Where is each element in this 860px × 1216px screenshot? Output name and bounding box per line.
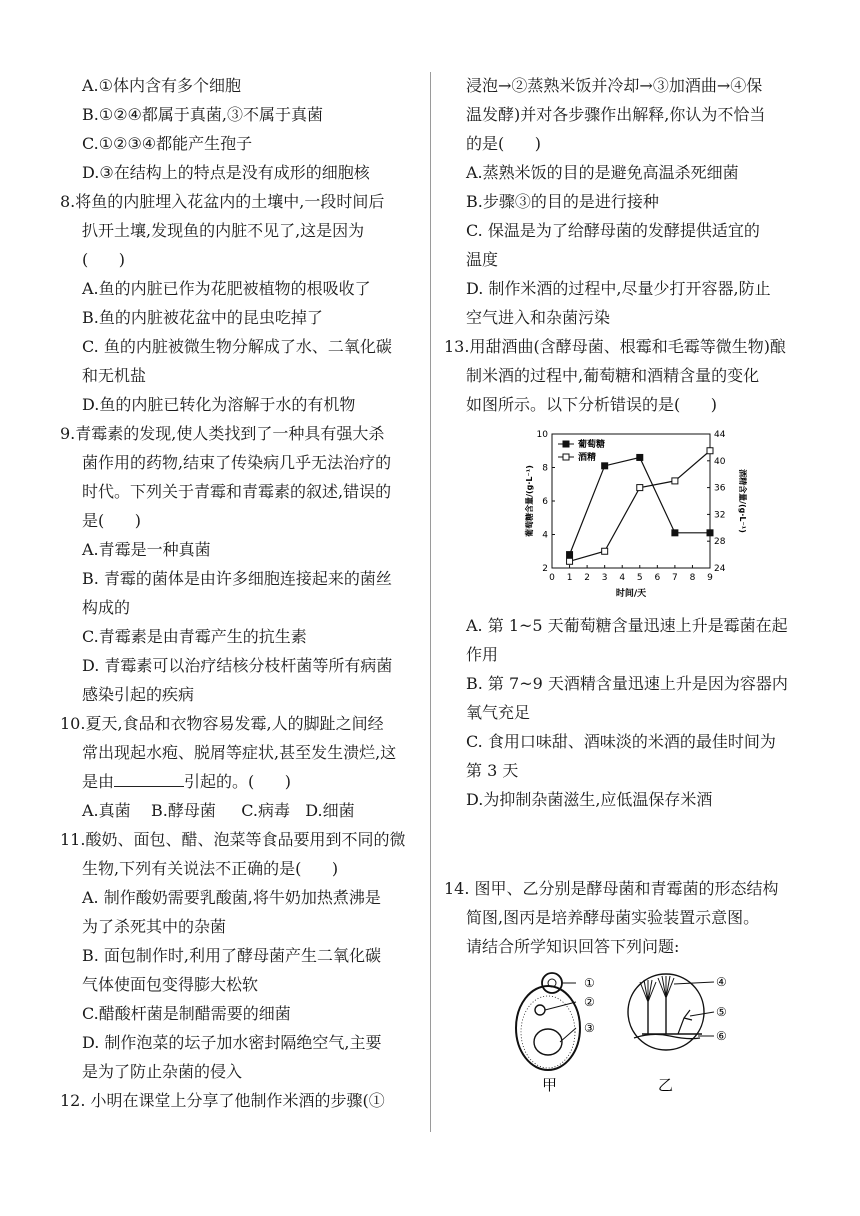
marker-3: ③ bbox=[584, 1021, 595, 1035]
y-left-tick-label: 4 bbox=[542, 530, 548, 541]
y-right-tick-label: 32 bbox=[714, 510, 726, 521]
legend-marker bbox=[563, 454, 569, 460]
text-line: A. 制作酸奶需要乳酸菌,将牛奶加热煮沸是 bbox=[82, 888, 381, 907]
text-line: 是( ) bbox=[82, 511, 142, 530]
text-line: 温发酵)并对各步骤作出解释,你认为不恰当 bbox=[466, 105, 766, 124]
text-line: A.真菌 B.酵母菌 C.病毒 D.细菌 bbox=[82, 801, 355, 820]
text-line: 第 3 天 bbox=[466, 761, 519, 780]
text-line: C. 保温是为了给酵母菌的发酵提供适宜的 bbox=[466, 221, 760, 240]
text-line: B. 面包制作时,利用了酵母菌产生二氧化碳 bbox=[82, 946, 382, 965]
text-line: A.青霉是一种真菌 bbox=[82, 540, 211, 559]
text-line: 构成的 bbox=[82, 598, 131, 617]
text-line: A.蒸熟米饭的目的是避免高温杀死细菌 bbox=[466, 163, 739, 182]
data-point bbox=[672, 530, 678, 536]
figure-caption-jia: 甲 bbox=[542, 1076, 558, 1094]
text-line: B. 青霉的菌体是由许多细胞连接起来的菌丝 bbox=[82, 569, 392, 588]
legend-label: 葡萄糖 bbox=[578, 440, 606, 450]
x-tick-label: 6 bbox=[654, 573, 661, 583]
text-line: B.步骤③的目的是进行接种 bbox=[466, 192, 659, 211]
x-tick-label: 1 bbox=[566, 573, 573, 583]
question-12-13-text bbox=[444, 72, 806, 420]
text-line: 空气进入和杂菌污染 bbox=[466, 308, 611, 327]
text-line: 扒开土壤,发现鱼的内脏不见了,这是因为 bbox=[82, 221, 365, 240]
data-point bbox=[707, 448, 713, 454]
text-line: 浸泡→②蒸熟米饭并冷却→③加酒曲→④保 bbox=[466, 76, 763, 95]
series-line-1 bbox=[570, 451, 710, 562]
right-column bbox=[444, 72, 806, 1122]
text-line: 简图,图丙是培养酵母菌实验装置示意图。 bbox=[466, 908, 760, 927]
y-left-tick-label: 8 bbox=[542, 463, 548, 474]
text-line: 为了杀死其中的杂菌 bbox=[82, 917, 227, 936]
data-point bbox=[672, 478, 678, 484]
text-line: D.③在结构上的特点是没有成形的细胞核 bbox=[82, 163, 370, 182]
data-point bbox=[567, 558, 573, 564]
column-divider bbox=[430, 72, 431, 1132]
plot-frame bbox=[552, 434, 710, 568]
x-tick-label: 9 bbox=[707, 573, 713, 583]
text-line: 常出现起水疱、脱屑等症状,甚至发生溃烂,这 bbox=[82, 743, 397, 762]
marker-5: ⑤ bbox=[716, 1005, 727, 1019]
text-line: D.为抑制杂菌滋生,应低温保存米酒 bbox=[466, 790, 713, 809]
legend-label: 酒精 bbox=[578, 453, 597, 463]
q13-line-chart bbox=[502, 426, 752, 604]
marker-1: ① bbox=[584, 976, 595, 990]
data-point bbox=[637, 485, 643, 491]
question-14-text bbox=[444, 875, 806, 962]
text-line: 9.青霉素的发现,使人类找到了一种具有强大杀 bbox=[60, 424, 385, 443]
q13-chart-svg bbox=[502, 426, 752, 604]
text-line: 生物,下列有关说法不正确的是( ) bbox=[82, 859, 339, 878]
x-tick-label: 3 bbox=[601, 573, 608, 583]
y-right-tick-label: 28 bbox=[714, 537, 726, 548]
text-line: A.鱼的内脏已作为花肥被植物的根吸收了 bbox=[82, 279, 371, 298]
y-right-axis-label: 酒精含量/(g·L⁻¹) bbox=[738, 469, 747, 533]
marker-6: ⑥ bbox=[716, 1029, 727, 1043]
y-right-tick-label: 36 bbox=[714, 483, 726, 494]
text-line: 氧气充足 bbox=[466, 703, 531, 722]
legend-marker bbox=[563, 441, 569, 447]
y-left-tick-label: 2 bbox=[542, 564, 548, 574]
text-line: 时代。下列关于青霉和青霉素的叙述,错误的 bbox=[82, 482, 392, 501]
x-tick-label: 8 bbox=[689, 573, 696, 583]
text-line: D.鱼的内脏已转化为溶解于水的有机物 bbox=[82, 395, 356, 414]
text-line: C.青霉素是由青霉产生的抗生素 bbox=[82, 627, 307, 646]
text-line: B.鱼的内脏被花盆中的昆虫吃掉了 bbox=[82, 308, 323, 327]
text-line: C. 鱼的内脏被微生物分解成了水、二氧化碳 bbox=[82, 337, 392, 356]
data-point bbox=[602, 548, 608, 554]
y-right-tick-label: 40 bbox=[714, 456, 726, 467]
text-line: 和无机盐 bbox=[82, 366, 147, 385]
penicillium-figure bbox=[628, 974, 714, 1050]
x-tick-label: 7 bbox=[672, 573, 678, 583]
x-tick-label: 4 bbox=[619, 573, 626, 583]
text-line: 温度 bbox=[466, 250, 499, 269]
q14-figures bbox=[502, 972, 762, 1122]
text-line: C.①②③④都能产生孢子 bbox=[82, 134, 253, 153]
text-line: 制米酒的过程中,葡萄糖和酒精含量的变化 bbox=[466, 366, 760, 385]
text-line: 12. 小明在课堂上分享了他制作米酒的步骤(① bbox=[60, 1091, 385, 1110]
text-line: 请结合所学知识回答下列问题: bbox=[466, 937, 680, 956]
text-line: 14. 图甲、乙分别是酵母菌和青霉菌的形态结构 bbox=[444, 879, 779, 898]
text-line: B. 第 7~9 天酒精含量迅速上升是因为容器内 bbox=[466, 674, 788, 693]
text-line: 的是( ) bbox=[466, 134, 542, 153]
text-line: 13.用甜酒曲(含酵母菌、根霉和毛霉等微生物)酿 bbox=[444, 337, 786, 356]
y-right-tick-label: 24 bbox=[714, 564, 726, 574]
series-line-0 bbox=[570, 457, 710, 554]
text-line bbox=[60, 768, 422, 797]
text-line: ( ) bbox=[82, 250, 125, 269]
yeast-cell-figure bbox=[516, 973, 580, 1070]
x-tick-label: 2 bbox=[584, 573, 590, 583]
x-tick-label: 0 bbox=[549, 573, 555, 583]
text-fragment: 引起的。( ) bbox=[184, 772, 292, 791]
text-line: D. 青霉素可以治疗结核分枝杆菌等所有病菌 bbox=[82, 656, 393, 675]
left-column bbox=[60, 72, 422, 1116]
y-right-tick-label: 44 bbox=[714, 430, 726, 440]
x-axis-label: 时间/天 bbox=[615, 589, 647, 599]
text-line: D. 制作泡菜的坛子加水密封隔绝空气,主要 bbox=[82, 1033, 382, 1052]
data-point bbox=[637, 454, 643, 460]
figure-caption-yi: 乙 bbox=[658, 1076, 674, 1094]
text-fragment: 是由 bbox=[82, 772, 115, 791]
text-line: 8.将鱼的内脏埋入花盆内的土壤中,一段时间后 bbox=[60, 192, 385, 211]
text-line: B.①②④都属于真菌,③不属于真菌 bbox=[82, 105, 323, 124]
answer-blank[interactable] bbox=[114, 768, 184, 787]
y-left-tick-label: 10 bbox=[536, 430, 548, 440]
data-point bbox=[567, 552, 573, 558]
y-left-axis-label: 葡萄糖含量/(g·L⁻¹) bbox=[525, 465, 534, 537]
question-13-options bbox=[466, 612, 806, 815]
text-line: 气体使面包变得膨大松软 bbox=[82, 975, 259, 994]
text-line: C. 食用口味甜、酒味淡的米酒的最佳时间为 bbox=[466, 732, 776, 751]
text-line: A. 第 1~5 天葡萄糖含量迅速上升是霉菌在起 bbox=[466, 616, 788, 635]
text-line: 10.夏天,食品和衣物容易发霉,人的脚趾之间经 bbox=[60, 714, 384, 733]
text-line: D. 制作米酒的过程中,尽量少打开容器,防止 bbox=[466, 279, 771, 298]
data-point bbox=[707, 530, 713, 536]
y-left-tick-label: 6 bbox=[542, 497, 548, 507]
text-line: A.①体内含有多个细胞 bbox=[82, 76, 241, 95]
x-tick-label: 5 bbox=[636, 573, 643, 583]
text-line: 11.酸奶、面包、醋、泡菜等食品要用到不同的微 bbox=[60, 830, 406, 849]
text-line: 感染引起的疾病 bbox=[82, 685, 195, 704]
q14-figure-svg bbox=[502, 972, 762, 1122]
marker-2: ② bbox=[584, 995, 595, 1009]
text-line: 菌作用的药物,结束了传染病几乎无法治疗的 bbox=[82, 453, 392, 472]
text-line: 作用 bbox=[466, 645, 499, 664]
data-point bbox=[602, 463, 608, 469]
text-line: C.醋酸杆菌是制醋需要的细菌 bbox=[82, 1004, 291, 1023]
text-line: 是为了防止杂菌的侵入 bbox=[82, 1062, 243, 1081]
text-line: 如图所示。以下分析错误的是( ) bbox=[466, 395, 718, 414]
marker-4: ④ bbox=[716, 975, 727, 989]
